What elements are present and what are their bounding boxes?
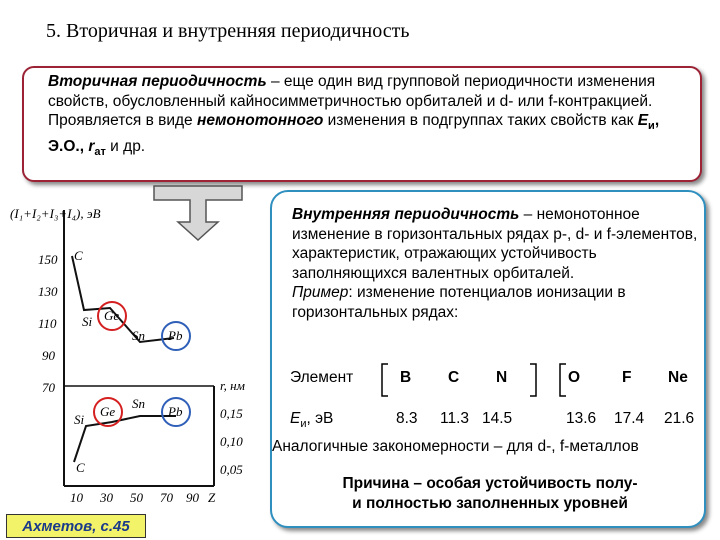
graph-ylabel: (I₁+I₂+I₃+I₄), эВ bbox=[10, 206, 101, 221]
label-Sn-top: Sn bbox=[132, 328, 145, 343]
element-O: O bbox=[568, 369, 581, 386]
secondary-line2c: изменения в подгруппах таких свойств как bbox=[323, 112, 638, 129]
ytick-70: 70 bbox=[42, 380, 55, 395]
rtick-010: 0,10 bbox=[220, 434, 243, 449]
secondary-tail: и др. bbox=[105, 137, 146, 155]
xtick-10: 10 bbox=[70, 490, 83, 505]
E-symbol: E bbox=[637, 112, 649, 129]
value-unit: , эВ bbox=[306, 410, 334, 427]
ionization-graph bbox=[0, 190, 268, 514]
secondary-periodicity-text bbox=[48, 72, 688, 162]
secondary-line2a: Проявляется в виде bbox=[48, 112, 197, 129]
table-head-label: Элемент bbox=[290, 369, 354, 386]
label-Si-top: Si bbox=[82, 314, 93, 329]
props-text: , Э.О., bbox=[48, 112, 660, 155]
ytick-130: 130 bbox=[38, 284, 58, 299]
example-label: Пример bbox=[292, 284, 349, 301]
value-O: 13.6 bbox=[566, 410, 597, 427]
r-symbol: r bbox=[88, 137, 95, 155]
value-E: E bbox=[290, 410, 301, 427]
cause-line2: и полностью заполненных уровней bbox=[352, 495, 628, 512]
r-subscript: ат bbox=[94, 145, 106, 158]
radius-curve bbox=[74, 416, 176, 462]
internal-term: Внутренняя периодичность bbox=[292, 206, 520, 223]
value-N: 14.5 bbox=[482, 410, 513, 427]
label-Sn-bottom: Sn bbox=[132, 396, 145, 411]
xtick-30: 30 bbox=[100, 490, 113, 505]
example-text: : изменение потенциалов ионизации в горизонтальных рядах: bbox=[292, 284, 626, 321]
author-reference: Ахметов, с.45 bbox=[6, 514, 146, 538]
xtick-90: 90 bbox=[186, 490, 199, 505]
xtick-50: 50 bbox=[130, 490, 143, 505]
element-C: C bbox=[448, 369, 460, 386]
element-B: B bbox=[400, 369, 412, 386]
value-F: 17.4 bbox=[614, 410, 645, 427]
value-sub: и bbox=[300, 418, 307, 431]
label-Pb-top: Pb bbox=[168, 328, 183, 343]
label-C-top: C bbox=[74, 248, 83, 263]
value-label bbox=[290, 410, 333, 430]
cause-text bbox=[290, 474, 690, 514]
r-label: r, нм bbox=[220, 378, 245, 393]
internal-periodicity-text bbox=[292, 205, 702, 322]
slide-title: 5. Вторичная и внутренняя периодичность bbox=[46, 20, 410, 42]
value-B: 8.3 bbox=[396, 410, 418, 427]
xtick-70: 70 bbox=[160, 490, 173, 505]
ytick-110: 110 bbox=[38, 316, 57, 331]
element-F: F bbox=[622, 369, 632, 386]
internal-def: – немонотонное изменение в горизонтальных рядах p-, d- и f-элементов, характеристик, отражающих устойчивость заполняющихся валентных орбиталей. bbox=[292, 206, 698, 282]
cause-line1: Причина – особая устойчивость полу- bbox=[342, 475, 638, 492]
label-Ge-bottom: Ge bbox=[100, 404, 116, 419]
rtick-015: 0,15 bbox=[220, 406, 243, 421]
value-Ne: 21.6 bbox=[664, 410, 695, 427]
label-Ge-top: Ge bbox=[104, 308, 120, 323]
nonmonotonic-term: немонотонного bbox=[196, 112, 324, 129]
ionization-curve bbox=[72, 256, 174, 342]
element-N: N bbox=[496, 369, 508, 386]
xlabel-z: Z bbox=[208, 490, 216, 505]
ytick-150: 150 bbox=[38, 252, 58, 267]
ytick-90: 90 bbox=[42, 348, 55, 363]
rtick-005: 0,05 bbox=[220, 462, 243, 477]
table-brackets bbox=[270, 362, 706, 402]
label-C-bottom: C bbox=[76, 460, 85, 475]
label-Pb-bottom: Pb bbox=[168, 404, 183, 419]
analog-text: Аналогичные закономерности – для d-, f-металлов bbox=[272, 438, 639, 455]
element-Ne: Ne bbox=[668, 369, 688, 386]
secondary-def: – еще один вид групповой периодичности изменения свойств, обусловленный кайносимметричностью орбиталей и d- или f-контракцией. bbox=[48, 73, 656, 110]
label-Si-bottom: Si bbox=[74, 412, 85, 427]
E-subscript: и bbox=[648, 120, 655, 133]
secondary-term: Вторичная периодичность bbox=[48, 73, 267, 90]
value-C: 11.3 bbox=[440, 410, 470, 427]
